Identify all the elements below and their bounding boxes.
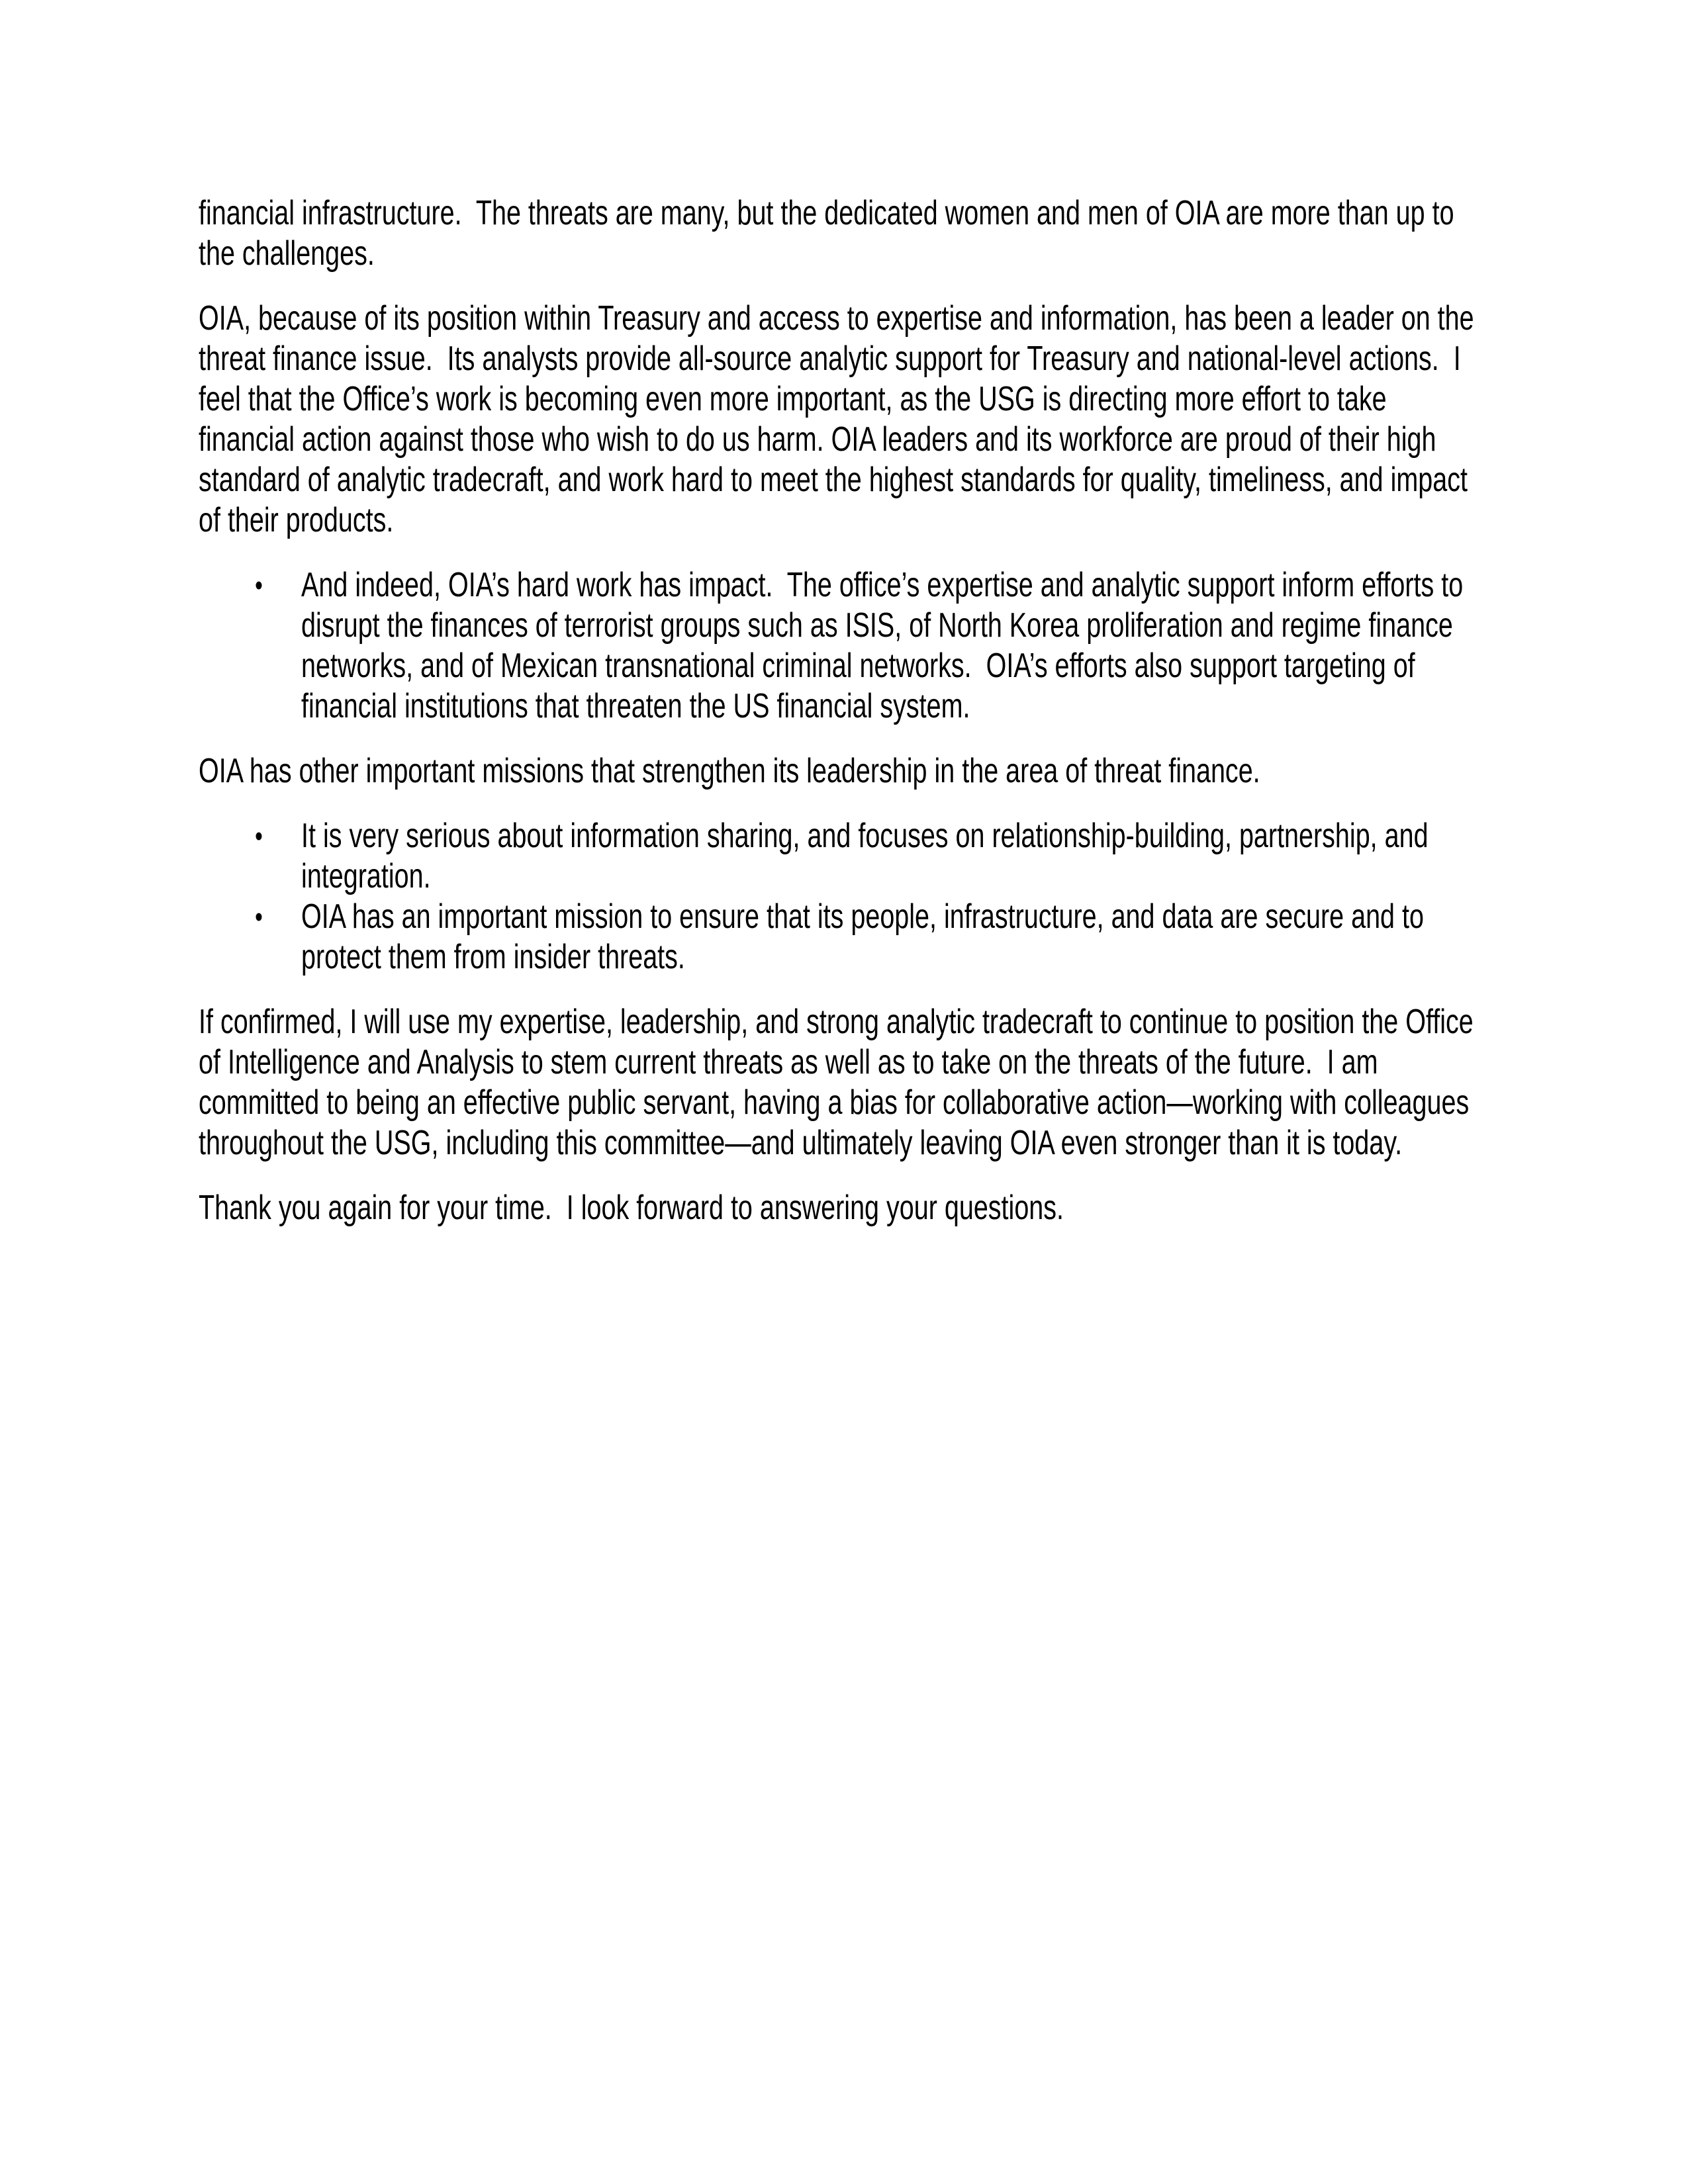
bullet-item-text: It is very serious about information sharing, and focuses on relationship-building, partnership, and integration. [301,817,1436,895]
paragraph-if-confirmed: If confirmed, I will use my expertise, leadership, and strong analytic tradecraft to continue to position the Office of Intelligence and Analysis to stem current threats as well as to take on the threats of the future. I am committed to being an effective public servant, having a bias for collaborative action—working with colleagues throughout the USG, including this committee—and ultimately leaving OIA even stronger than it is today. [199,1003,1481,1162]
paragraph-oia-leader: OIA, because of its position within Treasury and access to expertise and information, has been a leader on the threat finance issue. Its analysts provide all-source analytic support for Treasury and national-level actions. I feel that the Office’s work is becoming even more important, as the USG is directing more effort to take financial action against those who wish to do us harm. OIA leaders and its workforce are proud of their high standard of analytic tradecraft, and work hard to meet the highest standards for quality, timeliness, and impact of their products. [199,299,1481,539]
bullet-list-impact [199,565,1489,727]
paragraph-thank-you: Thank you again for your time. I look forward to answering your questions. [199,1189,1064,1227]
list-item [199,816,1489,897]
paragraph-continuation: financial infrastructure. The threats are many, but the dedicated women and men of OIA are more than up to the challenges. [199,194,1462,273]
bullet-list-missions [199,816,1489,978]
list-item [199,565,1489,727]
document-body [199,193,1489,1253]
bullet-icon: • [255,820,263,852]
bullet-icon: • [255,569,263,602]
bullet-item-text: OIA has an important mission to ensure that its people, infrastructure, and data are secure and to protect them from insider threats. [301,897,1431,976]
bullet-item-text: And indeed, OIA’s hard work has impact. The office’s expertise and analytic support inform efforts to disrupt the finances of terrorist groups such as ISIS, of North Korea proliferation and regime finance networks, and of Mexican transnational criminal networks. OIA’s efforts also support targeting of financial institutions that threaten the US financial system. [301,566,1471,725]
list-item [199,897,1489,978]
bullet-icon: • [255,901,263,933]
paragraph-other-missions: OIA has other important missions that strengthen its leadership in the area of threat finance. [199,752,1260,790]
